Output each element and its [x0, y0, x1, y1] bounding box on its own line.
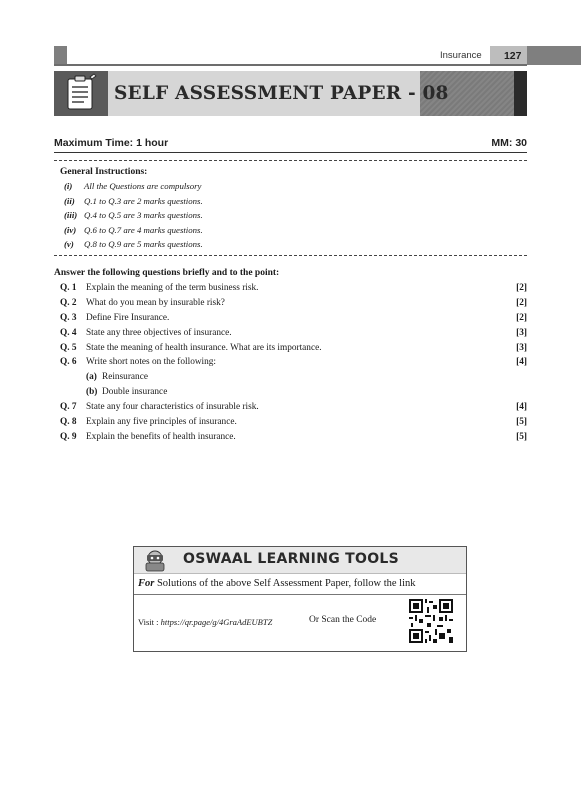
banner-edge: [514, 71, 527, 116]
instruction-item: (iii) Q.4 to Q.5 are 3 marks questions.: [64, 210, 203, 221]
document-checklist-icon: [54, 71, 108, 116]
question-item: Q. 5 State the meaning of health insurance. What are its importance. [3]: [60, 342, 527, 353]
max-marks: MM: 30: [491, 137, 527, 149]
page-number: 127: [490, 46, 536, 65]
header-tab: [54, 46, 67, 65]
question-subitem: (a) Reinsurance: [86, 372, 148, 383]
header-rule: [54, 64, 527, 66]
question-item: Q. 2 What do you mean by insurable risk? [2]: [60, 297, 527, 308]
question-item: Q. 4 State any three objectives of insurance. [3]: [60, 327, 527, 338]
instruction-item: (i) All the Questions are compulsory: [64, 181, 202, 191]
learning-tools-title: OSWAAL LEARNING TOOLS: [183, 551, 400, 567]
max-time: Maximum Time: 1 hour: [54, 137, 169, 149]
page-title: SELF ASSESSMENT PAPER - 08: [114, 83, 449, 104]
instruction-item: (v) Q.8 to Q.9 are 5 marks questions.: [64, 239, 203, 250]
question-item: Q. 7 State any four characteristics of insurable risk. [4]: [60, 402, 527, 413]
question-subitem: (b) Double insurance: [86, 387, 168, 398]
questions-heading: Answer the following questions briefly and to the point:: [54, 268, 280, 278]
running-title: Insurance: [440, 50, 482, 61]
learning-tools-header: [134, 547, 466, 574]
instruction-item: (ii) Q.1 to Q.3 are 2 marks questions.: [64, 195, 203, 206]
questions-list: [60, 283, 527, 447]
learning-tools-subtitle: For Solutions of the above Self Assessment Paper, follow the link: [138, 578, 416, 589]
header-tail: [527, 46, 581, 65]
solutions-link[interactable]: https://qr.page/g/4GraAdEUBTZ: [160, 617, 273, 627]
question-item: Q. 1 Explain the meaning of the term business risk. [2]: [60, 283, 527, 293]
instructions-heading: General Instructions:: [60, 167, 148, 177]
instructions-list: [64, 181, 203, 254]
question-item: Q. 8 Explain any five principles of insurance. [5]: [60, 417, 527, 428]
learning-tools-divider: [134, 594, 466, 595]
scan-code-text: Or Scan the Code: [309, 615, 377, 625]
question-item: Q. 9 Explain the benefits of health insurance. [5]: [60, 431, 527, 442]
instructions-bottom-divider: [54, 255, 527, 256]
meta-divider: [54, 152, 527, 153]
instruction-item: (iv) Q.6 to Q.7 are 4 marks questions.: [64, 224, 203, 235]
visit-line: Visit : https://qr.page/g/4GraAdEUBTZ: [138, 617, 273, 627]
question-item: Q. 3 Define Fire Insurance. [2]: [60, 312, 527, 323]
meta-row: [54, 137, 527, 149]
running-head: [440, 46, 536, 65]
oswaal-mascot-icon: [142, 549, 168, 573]
instructions-top-divider: [54, 160, 527, 161]
qr-code-icon[interactable]: [409, 599, 453, 643]
question-item: Q. 6 Write short notes on the following: [4]: [60, 357, 527, 368]
learning-tools-box: [133, 546, 467, 652]
